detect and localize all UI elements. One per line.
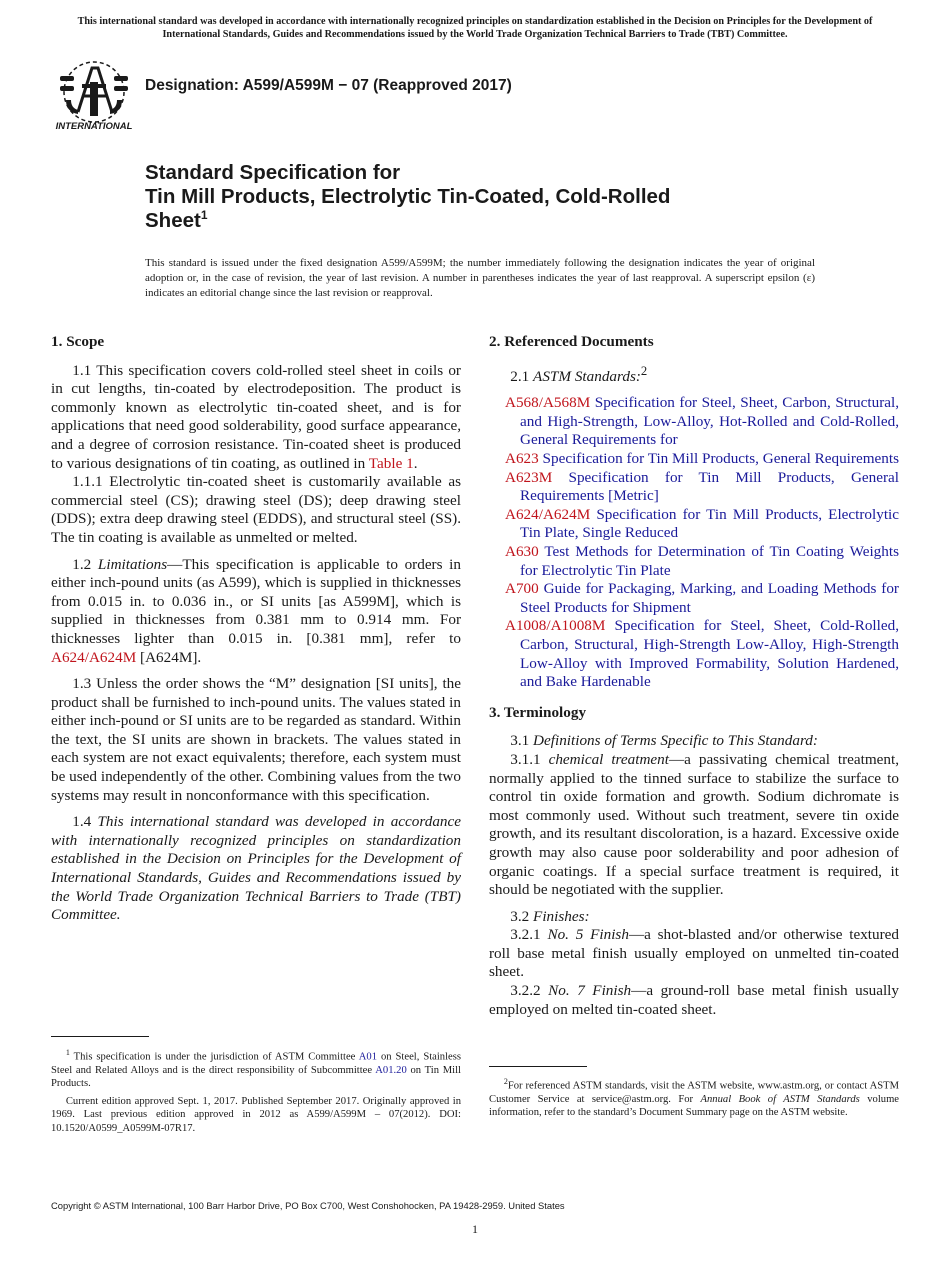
astm-logo [52, 56, 136, 132]
paragraph-1-4: 1.4 This international standard was developed in accordance with internationally recognized principles on standardization established in the Decision on Principles for the Development of International Standards, Guides and Recommendations issued by the World Trade Organization Technical Barriers to Trade (TBT) Committee. [51, 813, 461, 924]
reference-item [489, 580, 899, 617]
paragraph-3-1-1: 3.1.1 chemical treatment—a passivating chemical treatment, normally applied to the tinned surface to stabilize the surface to control tin oxide formation and growth. Sodium dichromate is most commonly used. Without such treatment, severe tin oxide growth, and its resultant discoloration, is a hazard. Excessive oxide growth may also cause poor solderability and poor adhesion of organic coatings. If a special surface treatment is required, it should be negotiated with the supplier. [489, 750, 900, 899]
paragraph-3-2-1: 3.2.1 No. 5 Finish—a shot-blasted and/or otherwise textured roll base metal finish usually employed on unmelted tin-coated sheet. [489, 926, 899, 981]
paragraph-1-1: 1.1 This specification covers cold-rolled steel sheet in coils or in cut lengths, tin-coated by electrodeposition. The product is commonly known as electrolytic tin-coated sheet, and is for applications that need good solderability, good surface appearance, and a degree of corrosion resistance. Tin-coated sheet is produced to various designations of tin coating, as outlined in Table 1. [51, 361, 461, 472]
title-footnote-mark[interactable]: 1 [200, 208, 208, 223]
section-scope-heading: 1. Scope [51, 333, 105, 350]
reference-title[interactable]: Test Methods for Determination of Tin Coating Weights for Electrolytic Tin Plate [520, 543, 899, 579]
page-number: 1 [472, 1222, 478, 1236]
footnote-rule-left [51, 1036, 149, 1037]
reference-item [489, 394, 899, 450]
reference-code[interactable]: A623M [505, 468, 553, 486]
a624-link[interactable]: A624/A624M [51, 648, 137, 666]
reference-code[interactable]: A568/A568M [505, 394, 591, 412]
paragraph-1-1-1: 1.1.1 Electrolytic tin-coated sheet is customarily available as commercial steel (CS); drawing steel (DS); deep drawing steel (DDS); extra deep drawing steel (EDDS), and structural steel (SS). The tin coating is available as unmelted or melted. [51, 473, 461, 546]
section-terminology-heading: 3. Terminology [489, 703, 587, 721]
footnote-1-para-1: $^1$ This specification is under the jurisdiction of ASTM Committee A01 on Steel, Stainless Steel and Related Alloys and is the direct responsibility of Subcommittee A01.20 on Tin Mill Products. [51, 1048, 461, 1090]
committee-a01-link[interactable]: A01 [358, 1051, 378, 1063]
paragraph-1-2: 1.2 Limitations—This specification is applicable to orders in either inch-pound units (as A599), which is supplied in thicknesses from 0.015 in. to 0.036 in., or SI units [as A599M], which is supplied in thicknesses from 0.381 mm to 0.914 mm. For thicknesses lighter than 0.015 in. [0.381 mm], refer to A624/A624M [A624M]. [51, 555, 461, 666]
reference-title[interactable]: Specification for Tin Mill Products, General Requirements [Metric] [520, 468, 900, 505]
copyright-line: Copyright © ASTM International, 100 Barr Harbor Drive, PO Box C700, West Conshohocken, PA 19428-2959. United States [51, 1200, 565, 1211]
reference-code[interactable]: A623 [505, 450, 539, 468]
reference-code[interactable]: A624/A624M [505, 505, 591, 523]
reference-title[interactable]: Specification for Steel, Sheet, Carbon, Structural, and High-Strength, Low-Alloy, Hot-Rolled and Cold-Rolled, General Requirements for [520, 394, 900, 449]
right-column [489, 333, 899, 1019]
title-line-2: Tin Mill Products, Electrolytic Tin-Coated, Cold-Rolled [145, 185, 671, 208]
document-title [145, 161, 845, 233]
designation: Designation: A599/A599M − 07 (Reapproved 2017) [145, 77, 512, 94]
astm-standards-subheading: 2.1 ASTM Standards:$^2$ [510, 363, 648, 385]
paragraph-3-2: 3.2 Finishes: [510, 907, 590, 925]
reference-code[interactable]: A700 [505, 580, 539, 598]
footnote-2-para: $^2$For referenced ASTM standards, visit the ASTM website, www.astm.org, or contact ASTM Customer Service at service@astm.org. For Annual Book of ASTM Standards volume information, refer to the standard’s Document Summary page on the ASTM website. [489, 1077, 900, 1119]
international-standard-notice: This international standard was developed in accordance with internationally recognized principles on standardization established in the Decision on Principles for the Development of International Standards, Guides and Recommendations issued by the World Trade Organization Technical Barriers to Trade (TBT) Committee. [77, 16, 873, 40]
reference-code[interactable]: A1008/A1008M [505, 617, 606, 635]
reference-title[interactable]: Specification for Tin Mill Products, Electrolytic Tin Plate, Single Reduced [520, 505, 900, 542]
reference-item [489, 543, 899, 580]
paragraph-3-1: 3.1 Definitions of Terms Specific to This Standard: [510, 732, 818, 750]
footnote-rule-right [489, 1066, 587, 1067]
footnote-2-mark[interactable]: 2 [640, 363, 648, 378]
subcommittee-a01-20-link[interactable]: A01.20 [375, 1064, 407, 1076]
reference-item [489, 506, 899, 543]
table-1-link[interactable]: Table 1 [368, 454, 414, 472]
referenced-documents-list [489, 362, 899, 692]
reference-title[interactable]: Specification for Tin Mill Products, General Requirements [542, 450, 899, 468]
reference-title[interactable]: Guide for Packaging, Marking, and Loading Methods for Steel Products for Shipment [520, 580, 899, 616]
title-line-3: Sheet [145, 209, 201, 232]
astm-logo-wordmark: INTERNATIONAL [55, 121, 133, 132]
footnote-1-para-2: Current edition approved Sept. 1, 2017. Published September 2017. Originally approved in 1969. Last previous edition approved in 2012 as A599/A599M – 07(2012). DOI: 10.1520/A0599_A0599M-07R17. [51, 1095, 461, 1134]
paragraph-1-3: 1.3 Unless the order shows the “M” designation [SI units], the product shall be furnished to inch-pound units. The values stated in either inch-pound or SI units are to be regarded as standard. Within the text, the SI units are shown in brackets. The values stated in each system are not exact equivalents; therefore, each system must be used independently of the other. Combining values from the two systems may result in nonconformance with this specification. [51, 675, 461, 804]
title-line-1: Standard Specification for [145, 161, 401, 184]
paragraph-3-2-2: 3.2.2 No. 7 Finish—a ground-roll base metal finish usually employed on melted tin-coated sheet. [489, 982, 899, 1018]
left-column [51, 333, 461, 933]
issue-note: This standard is issued under the fixed designation A599/A599M; the number immediately following the designation indicates the year of original adoption or, in the case of revision, the year of last revision. A number in parentheses indicates the year of last reapproval. A superscript epsilon (ε) indicates an editorial change since the last revision or reapproval. [145, 257, 815, 299]
footnote-2 [489, 1075, 899, 1124]
section-referenced-heading: 2. Referenced Documents [489, 333, 654, 350]
reference-item [489, 617, 899, 691]
reference-title[interactable]: Specification for Steel, Sheet, Cold-Rolled, Carbon, Structural, High-Strength Low-Alloy, High-Strength Low-Alloy with Improved Formability, Solution Hardened, and Bake Hardenable [520, 617, 899, 691]
reference-item [489, 450, 899, 469]
footnote-1 [51, 1046, 461, 1139]
reference-code[interactable]: A630 [505, 543, 539, 560]
reference-item [489, 469, 899, 506]
